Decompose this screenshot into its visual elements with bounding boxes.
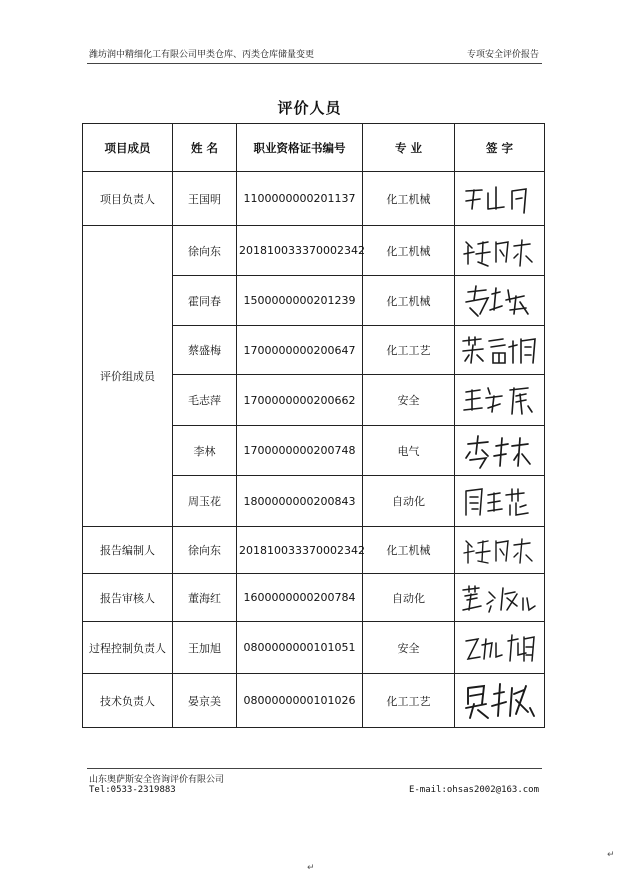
column-header-role: 项目成员 [83,124,173,172]
name-cell: 晏京美 [173,674,237,728]
cert-cell: 1800000000200843 [237,476,363,527]
cert-cell: 201810033370002342 [237,527,363,574]
name-cell: 周玉花 [173,476,237,527]
table-row [83,674,545,728]
signature-cell [455,172,545,226]
column-header-major: 专 业 [363,124,455,172]
signature-cell [455,276,545,326]
signature-image [460,280,540,322]
signature-image [460,533,540,567]
signature-image [460,179,540,219]
cert-cell: 1700000000200662 [237,375,363,426]
paragraph-mark: ↵ [307,863,315,873]
column-header-cert: 职业资格证书编号 [237,124,363,172]
name-cell: 毛志萍 [173,375,237,426]
major-cell: 化工工艺 [363,674,455,728]
role-cell: 评价组成员 [83,226,173,527]
name-cell: 霍同春 [173,276,237,326]
signature-cell [455,226,545,276]
footer-email: E-mail:ohsas2002@163.com [408,785,539,795]
cert-cell: 201810033370002342 [237,226,363,276]
major-cell: 安全 [363,622,455,674]
name-cell: 蔡盛梅 [173,326,237,375]
cert-cell: 1700000000200647 [237,326,363,375]
table-row [83,226,545,276]
major-cell: 化工机械 [363,172,455,226]
cert-cell: 1700000000200748 [237,426,363,476]
column-header-name: 姓 名 [173,124,237,172]
name-cell: 董海红 [173,574,237,622]
cert-cell: 1100000000201137 [237,172,363,226]
role-cell: 过程控制负责人 [83,622,173,674]
signature-image [460,481,540,521]
signature-image [460,678,540,724]
column-header-signature: 签 字 [455,124,545,172]
signature-cell [455,476,545,527]
signature-cell [455,622,545,674]
footer-phone: Tel:0533-2319883 [89,785,176,795]
major-cell: 自动化 [363,476,455,527]
major-cell: 安全 [363,375,455,426]
cert-cell: 0800000000101026 [237,674,363,728]
major-cell: 化工工艺 [363,326,455,375]
signature-image [460,629,540,667]
footer-company: 山东奥萨斯安全咨询评价有限公司 [89,775,225,785]
table-row [83,172,545,226]
major-cell: 化工机械 [363,226,455,276]
role-cell: 报告编制人 [83,527,173,574]
table-row [83,527,545,574]
name-cell: 徐向东 [173,527,237,574]
cert-cell: 0800000000101051 [237,622,363,674]
header-report-type: 专项安全评价报告 [466,50,539,60]
page-title: 评价人员 [277,99,342,117]
table-header-row [83,124,545,172]
signature-cell [455,527,545,574]
header-divider [87,63,542,64]
name-cell: 徐向东 [173,226,237,276]
header-project-title: 潍坊润中精细化工有限公司甲类仓库、丙类仓库储量变更 [89,50,315,60]
paragraph-mark: ↵ [607,850,615,860]
signature-image [460,232,540,270]
signature-cell [455,674,545,728]
major-cell: 电气 [363,426,455,476]
name-cell: 李林 [173,426,237,476]
name-cell: 王加旭 [173,622,237,674]
signature-cell [455,326,545,375]
cert-cell: 1500000000201239 [237,276,363,326]
table-row [83,574,545,622]
signature-cell [455,426,545,476]
cert-cell: 1600000000200784 [237,574,363,622]
role-cell: 技术负责人 [83,674,173,728]
table-row [83,622,545,674]
personnel-table [82,123,545,728]
footer-divider [87,768,542,769]
signature-cell [455,574,545,622]
signature-cell [455,375,545,426]
signature-image [459,331,541,369]
major-cell: 自动化 [363,574,455,622]
signature-image [460,380,540,420]
role-cell: 项目负责人 [83,172,173,226]
name-cell: 王国明 [173,172,237,226]
major-cell: 化工机械 [363,276,455,326]
signature-image [460,430,540,472]
major-cell: 化工机械 [363,527,455,574]
signature-image [459,580,541,616]
role-cell: 报告审核人 [83,574,173,622]
